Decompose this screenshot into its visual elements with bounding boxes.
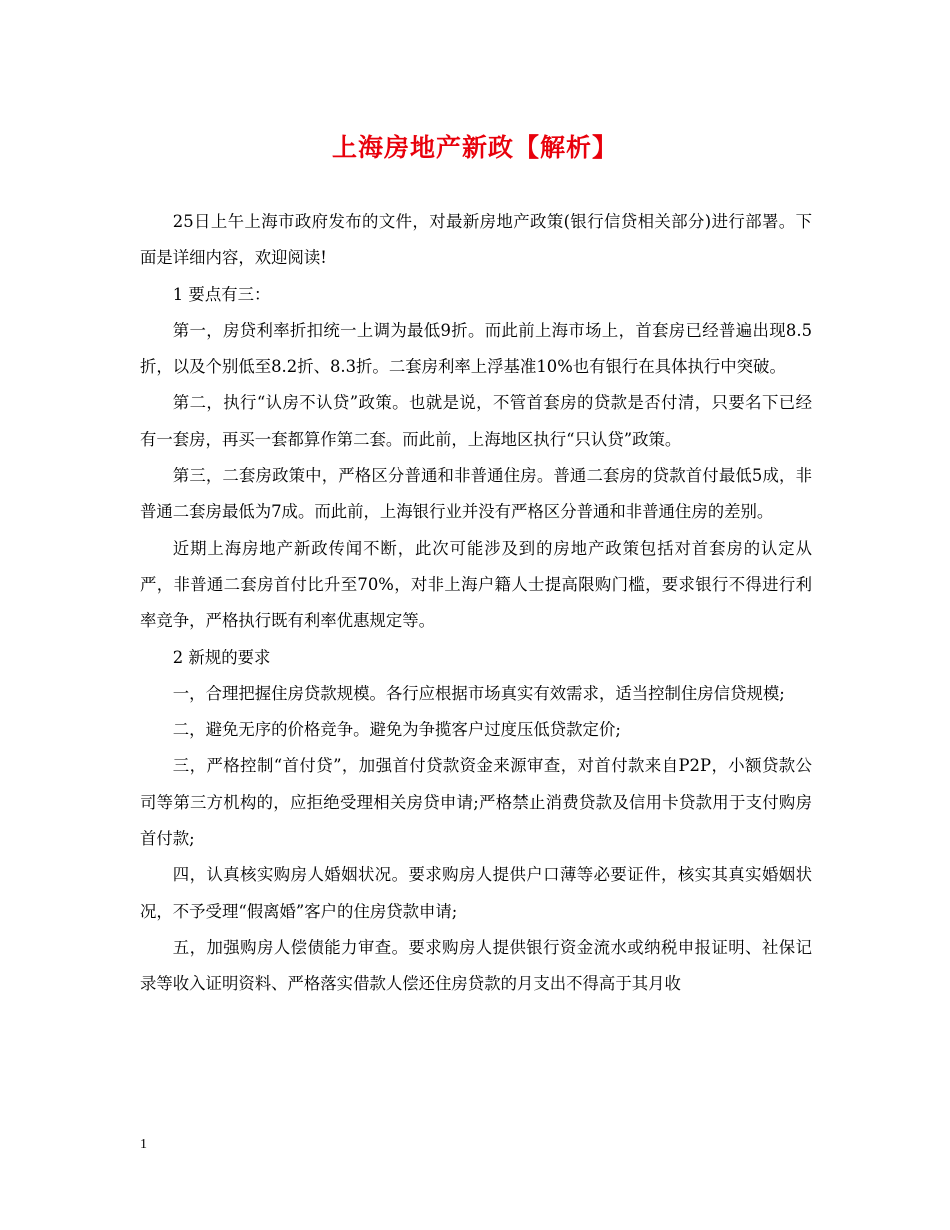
paragraph-requirement-5: 五，加强购房人偿债能力审查。要求购房人提供银行资金流水或纳税申报证明、社保记录等收入证明资料、严格落实借款人偿还住房贷款的月支出不得高于其月收 <box>140 937 812 994</box>
paragraph-requirement-4: 四，认真核实购房人婚姻状况。要求购房人提供户口薄等必要证件，核实其真实婚姻状况，不予受理“假离婚”客户的住房贷款申请; <box>140 865 812 921</box>
paragraph-requirement-3: 三，严格控制“首付贷”，加强首付贷款资金来源审查，对首付款来自P2P，小额贷款公司等第三方机构的，应拒绝受理相关房贷申请;严格禁止消费贷款及信用卡贷款用于支付购房首付款; <box>140 756 812 849</box>
paragraph-point-first: 第一，房贷利率折扣统一上调为最低9折。而此前上海市场上，首套房已经普遍出现8.5折，以及个别低至8.2折、8.3折。二套房利率上浮基准10%也有银行在具体执行中突破。 <box>140 320 812 377</box>
paragraph-point-third: 第三，二套房政策中，严格区分普通和非普通住房。普通二套房的贷款首付最低5成，非普通二套房最低为7成。而此前，上海银行业并没有严格区分普通和非普通住房的差别。 <box>140 466 812 522</box>
paragraph-requirement-2: 二，避免无序的价格竞争。避免为争揽客户过度压低贷款定价; <box>172 720 621 740</box>
document-body <box>140 204 812 1003</box>
paragraph-rumors: 近期上海房地产新政传闻不断，此次可能涉及到的房地产政策包括对首套房的认定从严，非普通二套房首付比升至70%，对非上海户籍人士提高限购门槛，要求银行不得进行利率竞争，严格执行既有利率优惠规定等。 <box>140 538 812 631</box>
page-number: 1 <box>140 1137 147 1152</box>
paragraph-requirement-1: 一，合理把握住房贷款规模。各行应根据市场真实有效需求，适当控制住房信贷规模; <box>172 683 785 703</box>
paragraph-point-second: 第二，执行“认房不认贷”政策。也就是说，不管首套房的贷款是否付清，只要名下已经有一套房，再买一套都算作第二套。而此前，上海地区执行“只认贷”政策。 <box>140 393 812 449</box>
document-title: 上海房地产新政【解析】 <box>331 133 618 162</box>
section-heading-key-points: 1 要点有三： <box>172 284 271 304</box>
section-heading-requirements: 2 新规的要求 <box>172 647 271 667</box>
paragraph-intro: 25日上午上海市政府发布的文件，对最新房地产政策(银行信贷相关部分)进行部署。下面是详细内容，欢迎阅读! <box>140 212 812 268</box>
